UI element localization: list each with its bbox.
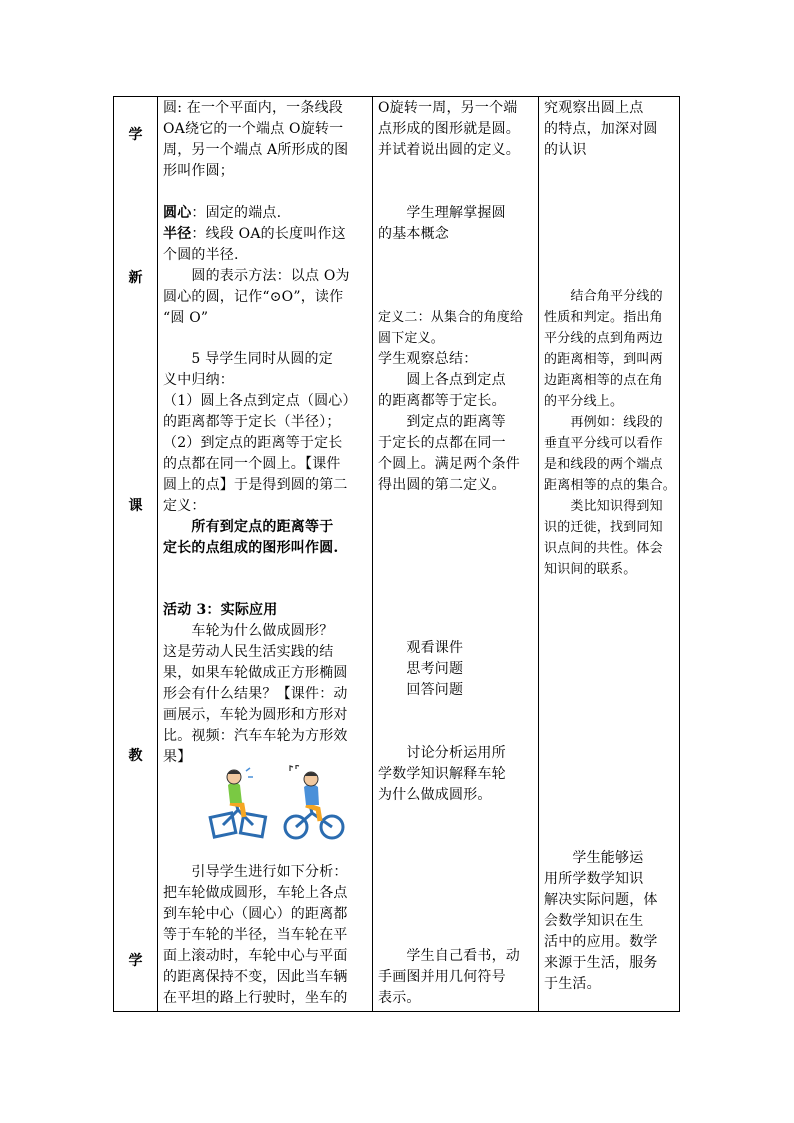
radius-text: ：线段 OA的长度叫作这 (191, 226, 346, 242)
column-divider (157, 97, 158, 1011)
stage-char: 教 (128, 748, 143, 764)
text-line: 5 导学生同时从圆的定 (163, 351, 333, 367)
text-line: OA绕它的一个端点 O旋转一 (163, 121, 344, 137)
text-line: 平分线的点到角两边 (544, 331, 663, 346)
text-line: 学生观察总结： (378, 351, 478, 367)
text-line: 究观察出圆上点 (544, 100, 644, 116)
text-line: 到车轮中心（圆心）的距离都 (163, 906, 348, 922)
text-line: 垂直平分线可以看作 (544, 436, 663, 451)
text-line: 把车轮做成圆形，车轮上各点 (163, 885, 348, 901)
text-line: 形会有什么结果？【课件：动 (163, 686, 348, 702)
text-line: 画展示，车轮为圆形和方形对 (163, 707, 348, 723)
text-line: 到定点的距离等 (378, 414, 506, 430)
text-line: 得出圆的第二定义。 (378, 477, 506, 493)
text-line: 周，另一个端点 A所形成的图 (163, 142, 349, 158)
text-line: 圆: 在一个平面内，一条线段 (163, 100, 343, 116)
text-line: 在平坦的路上行驶时，坐车的 (163, 990, 348, 1006)
text-line: 果】 (163, 749, 192, 765)
text-line: 的距离都等于定长（半径）； (163, 414, 341, 430)
text-line: 讨论分析运用所 (378, 745, 506, 761)
text-line: 于定长的点都在同一 (378, 435, 506, 451)
text-line: （2）到定点的距离等于定长 (163, 435, 343, 451)
text-line: 手画图并用几何符号 (378, 969, 506, 985)
text-line: 回答问题 (378, 682, 464, 698)
text-line: 形叫作圆； (163, 163, 234, 179)
text-line: 车轮为什么做成圆形？ (163, 623, 334, 639)
column-divider (372, 97, 373, 1011)
square-wheel-cyclist (210, 768, 265, 837)
text-line: 果，如果车轮做成正方形椭圆 (163, 665, 348, 681)
text-line: 比。视频：汽车车轮为方形效 (163, 728, 348, 744)
text-line: 来源于生活，服务 (544, 955, 658, 971)
text-line: 并试着说出圆的定义。 (378, 142, 520, 158)
text-line: 学生自己看书，动 (378, 948, 520, 964)
text-line: 所有到定点的距离等于 (163, 519, 334, 535)
text-line: 学生理解掌握圆 (378, 205, 506, 221)
lesson-table (113, 96, 680, 1012)
text-line: 面上滚动时，车轮中心与平面 (163, 948, 348, 964)
text-line: 的特点，加深对圆 (544, 121, 658, 137)
text-line: 的距离相等，到叫两 (544, 352, 663, 367)
text-line: 用所学数学知识 (544, 871, 644, 887)
text-line: 圆的表示方法：以点 O为 (163, 268, 350, 284)
text-line: 这是劳动人民生活实践的结 (163, 644, 334, 660)
text-line: 距离相等的点的集合。 (544, 478, 677, 493)
text-line: 的点都在同一个圆上。【课件 (163, 456, 341, 472)
activity-title: 活动 3：实际应用 (163, 602, 278, 618)
text-line: 的认识 (544, 142, 587, 158)
text-line: 结合角平分线的 (544, 289, 663, 304)
center-definition (163, 203, 281, 225)
stage-char: 新 (128, 270, 143, 286)
radius-label: 半径 (163, 226, 192, 242)
text-line: 义中归纳： (163, 372, 234, 388)
text-line: 表示。 (378, 990, 421, 1006)
text-line: 是和线段的两个端点 (544, 457, 663, 472)
text-line: 的基本概念 (378, 226, 449, 242)
text-line: 的距离保持不变，因此当车辆 (163, 969, 348, 985)
text-line: 定长的点组成的图形叫作圆. (163, 540, 339, 556)
text-line: 思考问题 (378, 661, 464, 677)
center-text: ：固定的端点. (191, 205, 282, 221)
text-line: 圆上的点】于是得到圆的第二 (163, 477, 348, 493)
center-label: 圆心 (163, 205, 192, 221)
text-line: 的距离都等于定长。 (378, 393, 506, 409)
text-line: 活中的应用。数学 (544, 934, 658, 950)
radius-definition (163, 224, 346, 246)
text-line: 点形成的图形就是圆。 (378, 121, 520, 137)
text-line: 的平分线上。 (544, 394, 624, 409)
stage-char: 学 (128, 127, 143, 143)
stage-char: 学 (128, 953, 143, 969)
text-line: 引导学生进行如下分析： (163, 864, 348, 880)
text-line: “圆 O” (163, 310, 209, 326)
text-line: 知识间的联系。 (544, 562, 637, 577)
text-line: 类比知识得到知 (544, 499, 663, 514)
text-line: 定义： (163, 498, 206, 514)
text-line: 学生能够运 (544, 850, 644, 866)
text-line: 性质和判定。指出角 (544, 310, 663, 325)
text-line: 圆下定义。 (378, 331, 445, 346)
text-line: 学数学知识解释车轮 (378, 766, 506, 782)
text-line: 于生活。 (544, 976, 601, 992)
column-divider (538, 97, 539, 1011)
text-line: 个圆的半径. (163, 247, 239, 263)
text-line: 定义二：从集合的角度给 (378, 310, 524, 325)
text-line: 为什么做成圆形。 (378, 787, 492, 803)
text-line: 识的迁徙，找到同知 (544, 520, 663, 535)
stage-char: 课 (128, 498, 143, 514)
text-line: 圆心的圆，记作“⊙O”，读作 (163, 289, 344, 305)
text-line: 边距离相等的点在角 (544, 373, 663, 388)
text-line: 个圆上。满足两个条件 (378, 456, 520, 472)
text-line: （1）圆上各点到定点（圆心） (163, 393, 357, 409)
text-line: 识点间的共性。体会 (544, 541, 663, 556)
round-wheel-cyclist (285, 765, 343, 838)
text-line: 再例如：线段的 (544, 415, 663, 430)
text-line: 等于车轮的半径，当车轮在平 (163, 927, 348, 943)
text-line: 圆上各点到定点 (378, 372, 506, 388)
cyclists-illustration (208, 765, 358, 845)
text-line: 会数学知识在生 (544, 913, 644, 929)
text-line: 观看课件 (378, 640, 464, 656)
text-line: 解决实际问题，体 (544, 892, 658, 908)
text-line: O旋转一周，另一个端 (378, 100, 518, 116)
